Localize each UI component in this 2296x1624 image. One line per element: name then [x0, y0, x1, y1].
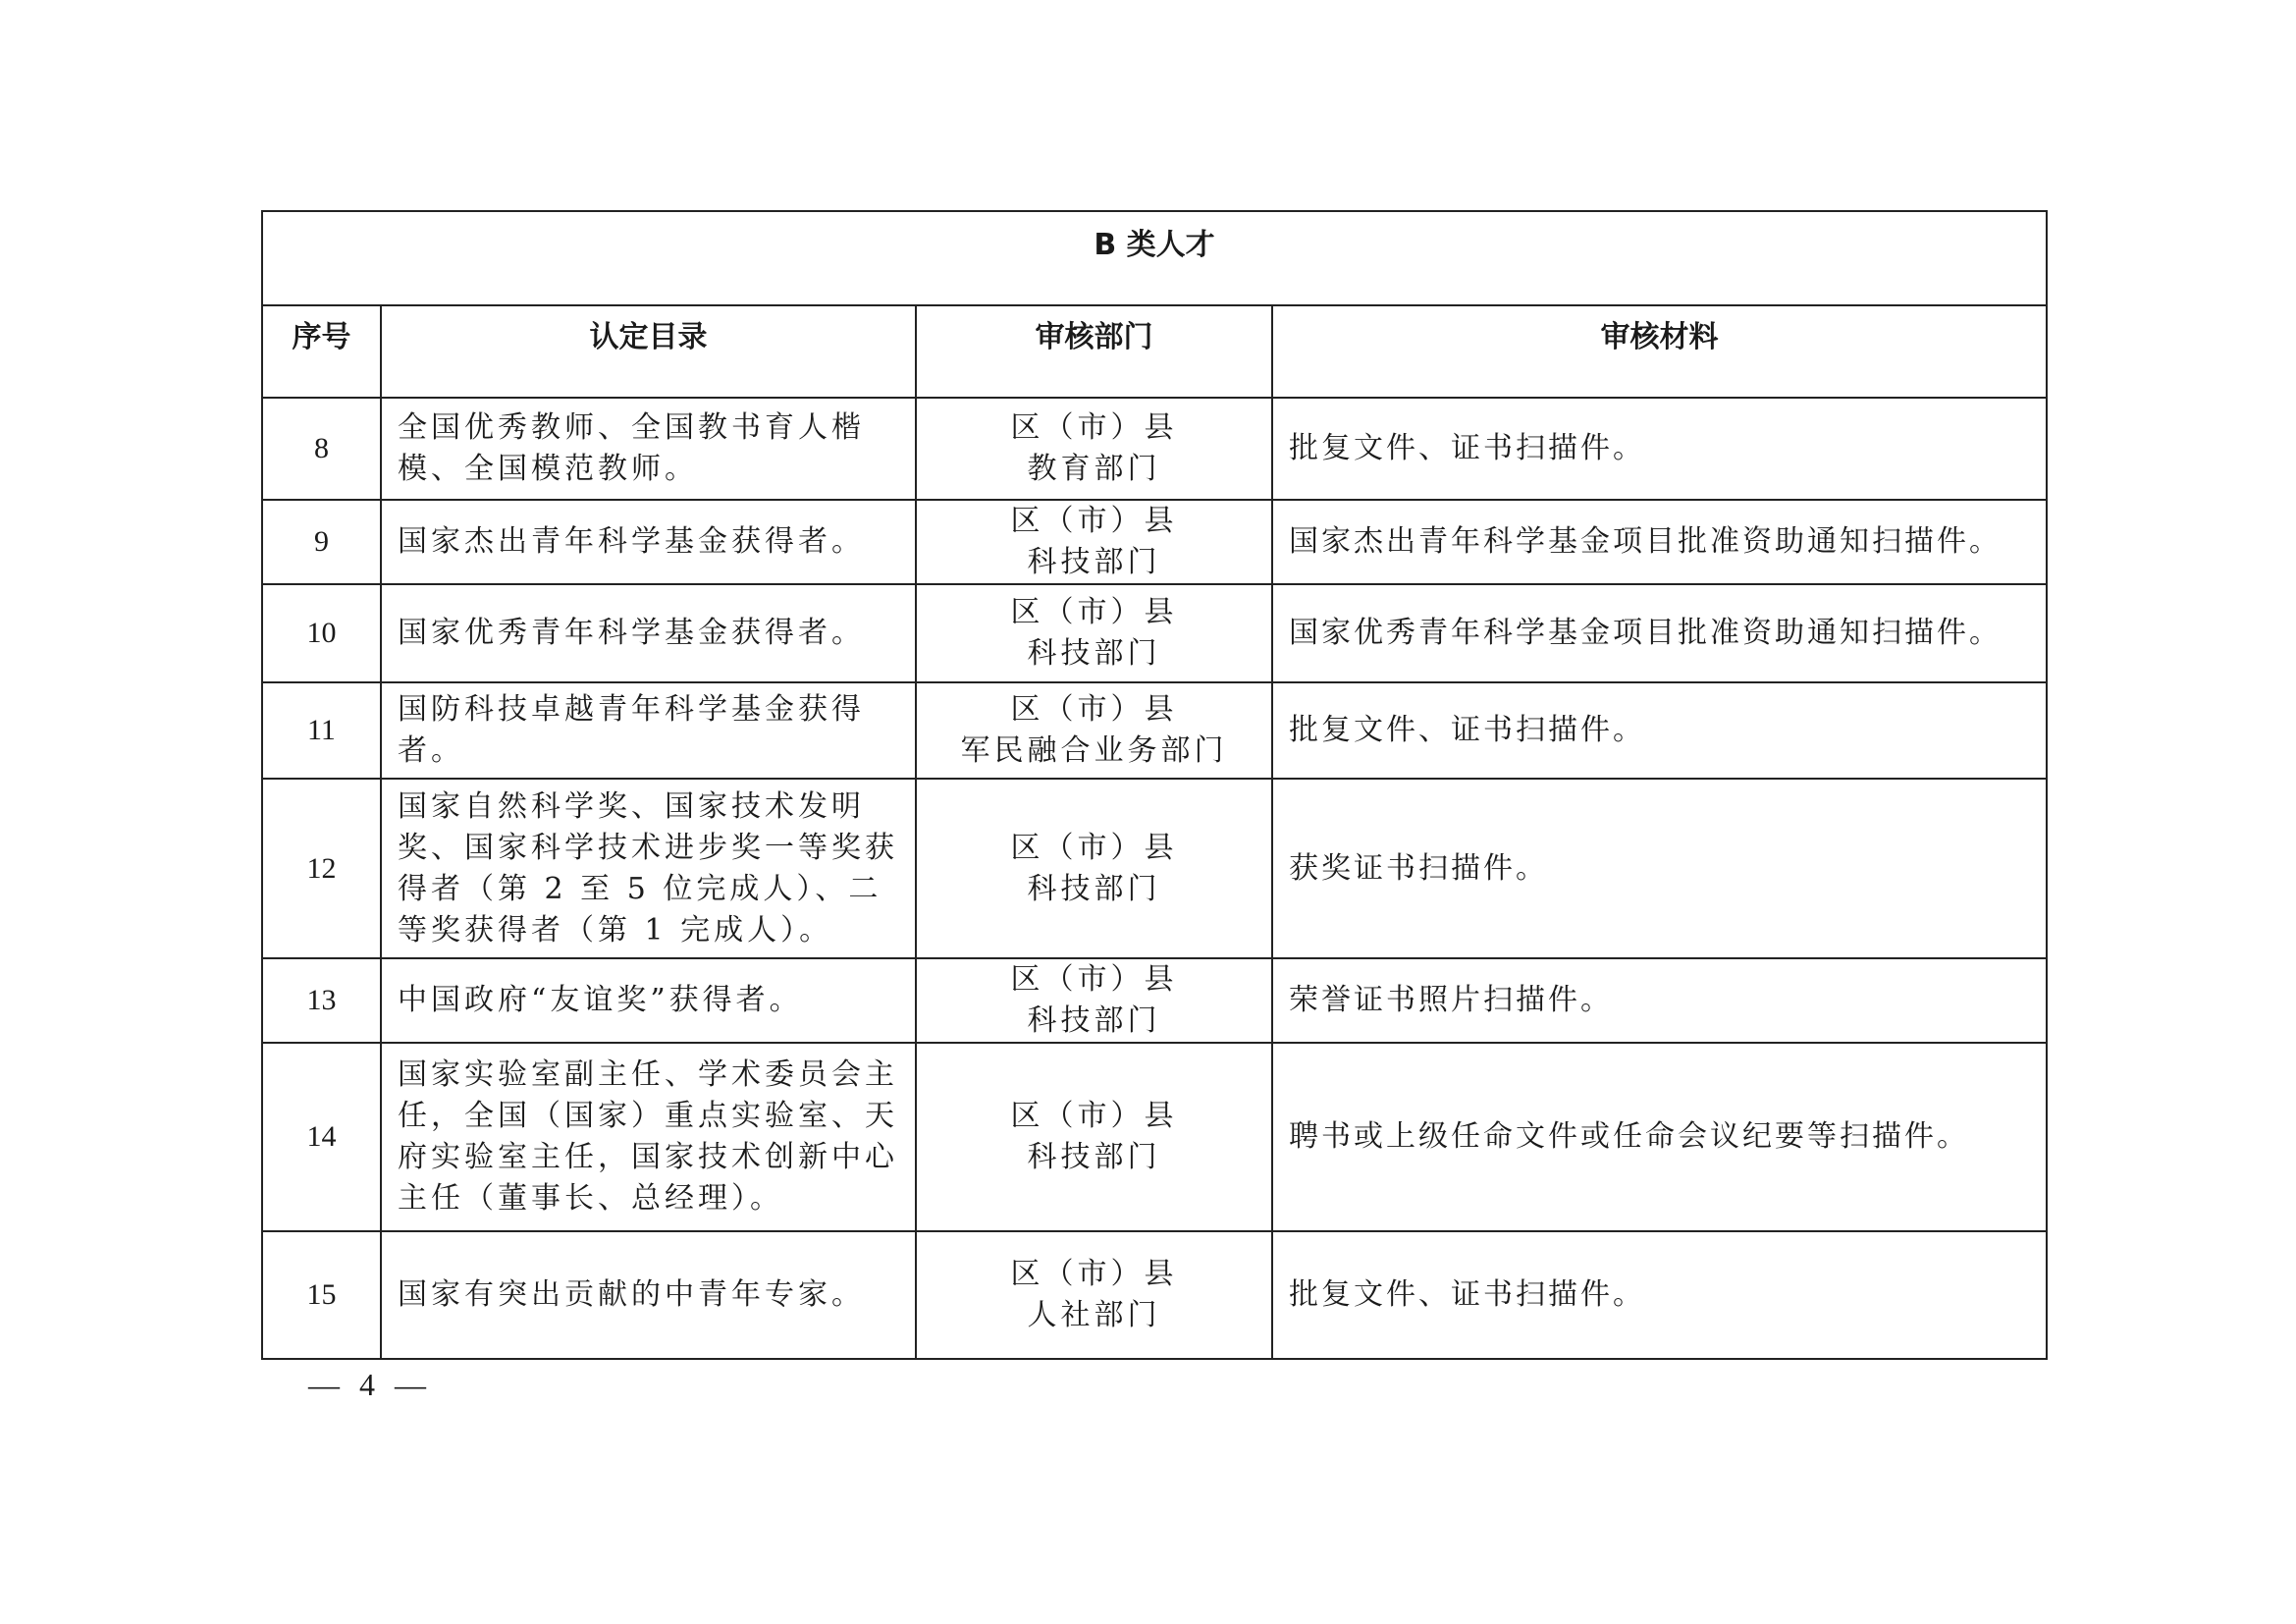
- table-row: [262, 682, 2047, 779]
- row-catalog: 国家优秀青年科学基金获得者。: [381, 584, 916, 682]
- row-num: 12: [262, 779, 381, 958]
- header-dept: 审核部门: [916, 305, 1272, 398]
- dept-line-1: 区（市）县: [1010, 962, 1178, 997]
- row-material: 批复文件、证书扫描件。: [1272, 398, 2047, 500]
- row-dept: [916, 1231, 1272, 1359]
- dept-line-1: 区（市）县: [1010, 595, 1178, 629]
- table-row: [262, 779, 2047, 958]
- row-dept: [916, 958, 1272, 1043]
- row-material: 国家优秀青年科学基金项目批准资助通知扫描件。: [1272, 584, 2047, 682]
- dept-line-1: 区（市）县: [1010, 1099, 1178, 1133]
- row-num: 8: [262, 398, 381, 500]
- row-material: 获奖证书扫描件。: [1272, 779, 2047, 958]
- header-row: [262, 305, 2047, 398]
- dept-line-2: 科技部门: [1027, 1003, 1161, 1038]
- dept-line-2: 教育部门: [1027, 452, 1161, 486]
- row-material: 聘书或上级任命文件或任命会议纪要等扫描件。: [1272, 1043, 2047, 1231]
- page-number: — 4 —: [308, 1367, 432, 1402]
- row-num: 11: [262, 682, 381, 779]
- row-catalog: 国防科技卓越青年科学基金获得者。: [381, 682, 916, 779]
- dept-line-2: 军民融合业务部门: [960, 733, 1228, 768]
- row-num: 9: [262, 500, 381, 584]
- table-row: [262, 584, 2047, 682]
- row-dept: [916, 398, 1272, 500]
- row-dept: [916, 500, 1272, 584]
- row-catalog: 中国政府“友谊奖”获得者。: [381, 958, 916, 1043]
- dept-line-1: 区（市）县: [1010, 1257, 1178, 1291]
- row-catalog: 国家实验室副主任、学术委员会主任，全国（国家）重点实验室、天府实验室主任，国家技术创新中心主任（董事长、总经理）。: [381, 1043, 916, 1231]
- table-row: [262, 1231, 2047, 1359]
- row-catalog: 全国优秀教师、全国教书育人楷模、全国模范教师。: [381, 398, 916, 500]
- dept-line-1: 区（市）县: [1010, 692, 1178, 727]
- dept-line-2: 科技部门: [1027, 1140, 1161, 1174]
- row-material: 荣誉证书照片扫描件。: [1272, 958, 2047, 1043]
- row-catalog: 国家有突出贡献的中青年专家。: [381, 1231, 916, 1359]
- dept-line-2: 科技部门: [1027, 871, 1161, 906]
- row-num: 14: [262, 1043, 381, 1231]
- row-num: 15: [262, 1231, 381, 1359]
- row-dept: [916, 779, 1272, 958]
- dept-line-2: 科技部门: [1027, 636, 1161, 671]
- row-num: 13: [262, 958, 381, 1043]
- dept-line-2: 科技部门: [1027, 545, 1161, 579]
- row-material: 国家杰出青年科学基金项目批准资助通知扫描件。: [1272, 500, 2047, 584]
- dept-line-1: 区（市）县: [1010, 830, 1178, 865]
- row-catalog: 国家自然科学奖、国家技术发明奖、国家科学技术进步奖一等奖获得者（第 2 至 5 位完成人）、二等奖获得者（第 1 完成人）。: [381, 779, 916, 958]
- talent-table: [261, 210, 2048, 1360]
- table-row: [262, 1043, 2047, 1231]
- row-dept: [916, 682, 1272, 779]
- dept-line-1: 区（市）县: [1010, 410, 1178, 445]
- table-row: [262, 398, 2047, 500]
- dept-line-1: 区（市）县: [1010, 504, 1178, 538]
- dept-line-2: 人社部门: [1027, 1298, 1161, 1332]
- table-row: [262, 958, 2047, 1043]
- table-title: B 类人才: [262, 211, 2047, 305]
- row-catalog: 国家杰出青年科学基金获得者。: [381, 500, 916, 584]
- row-num: 10: [262, 584, 381, 682]
- header-material: 审核材料: [1272, 305, 2047, 398]
- row-dept: [916, 584, 1272, 682]
- header-catalog: 认定目录: [381, 305, 916, 398]
- row-material: 批复文件、证书扫描件。: [1272, 682, 2047, 779]
- row-material: 批复文件、证书扫描件。: [1272, 1231, 2047, 1359]
- header-num: 序号: [262, 305, 381, 398]
- row-dept: [916, 1043, 1272, 1231]
- table-row: [262, 500, 2047, 584]
